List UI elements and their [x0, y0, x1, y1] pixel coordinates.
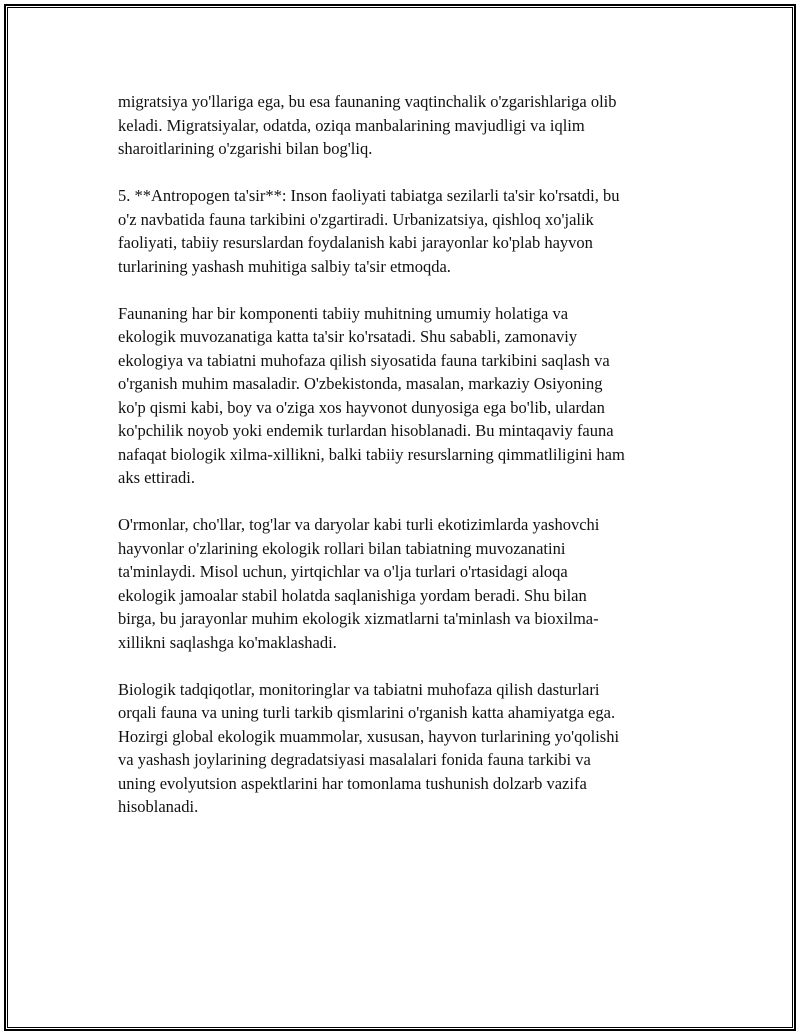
document-body — [118, 90, 690, 842]
text-line: orqali fauna va uning turli tarkib qismlarini o'rganish katta ahamiyatga ega. — [118, 703, 616, 722]
text-line: hisoblanadi. — [118, 797, 199, 816]
text-line: ekologik muvozanatiga katta ta'sir ko'rsatadi. Shu sababli, zamonaviy — [118, 327, 578, 346]
paragraph-anthropogenic-impact — [118, 184, 690, 278]
text-line: xillikni saqlashga ko'maklashadi. — [118, 632, 337, 652]
text-line: migratsiya yo'llariga ega, bu esa faunaning vaqtinchalik o'zgarishlariga olib — [118, 92, 617, 111]
text-line: ekologiya va tabiatni muhofaza qilish siyosatida fauna tarkibini saqlash va — [118, 350, 610, 370]
text-line: ko'pchilik noyob yoki endemik turlardan hisoblanadi. Bu mintaqaviy fauna — [118, 421, 614, 440]
text-line: turlarining yashash muhitiga salbiy ta'sir etmoqda. — [118, 256, 451, 276]
text-line: ta'minlaydi. Misol uchun, yirtqichlar va o'lja turlari o'rtasidagi aloqa — [118, 562, 568, 581]
text-line: sharoitlarining o'zgarishi bilan bog'liq. — [118, 139, 373, 158]
text-line: o'z navbatida fauna tarkibini o'zgartiradi. Urbanizatsiya, qishloq xo'jalik — [118, 209, 594, 229]
text-line: uning evolyutsion aspektlarini har tomonlama tushunish dolzarb vazifa — [118, 773, 587, 793]
text-line: va yashash joylarining degradatsiyasi masalalari fonida fauna tarkibi va — [118, 750, 591, 769]
text-line: ko'p qismi kabi, boy va o'ziga xos hayvonot dunyosiga ega bo'lib, ulardan — [118, 397, 605, 417]
text-line: O'rmonlar, cho'llar, tog'lar va daryolar kabi turli ekotizimlarda yashovchi — [118, 515, 600, 534]
text-line: aks ettiradi. — [118, 468, 195, 487]
paragraph-migration — [118, 90, 690, 161]
paragraph-fauna-components — [118, 302, 690, 490]
text-line: Hozirgi global ekologik muammolar, xususan, hayvon turlarining yo'qolishi — [118, 726, 620, 746]
text-line: birga, bu jarayonlar muhim ekologik xizmatlarni ta'minlash va bioxilma- — [118, 609, 599, 628]
paragraph-research — [118, 678, 690, 819]
text-line: nafaqat biologik xilma-xillikni, balki tabiiy resurslarning qimmatliligini ham — [118, 444, 625, 464]
text-line: 5. **Antropogen ta'sir**: Inson faoliyati tabiatga sezilarli ta'sir ko'rsatdi, bu — [118, 186, 620, 205]
text-line: keladi. Migratsiyalar, odatda, oziqa manbalarining mavjudligi va iqlim — [118, 115, 585, 135]
paragraph-ecosystems — [118, 513, 690, 654]
text-line: faoliyati, tabiiy resurslardan foydalanish kabi jarayonlar ko'plab hayvon — [118, 233, 593, 252]
text-line: Biologik tadqiqotlar, monitoringlar va tabiatni muhofaza qilish dasturlari — [118, 679, 600, 699]
text-line: hayvonlar o'zlarining ekologik rollari bilan tabiatning muvozanatini — [118, 538, 566, 558]
text-line: o'rganish muhim masaladir. O'zbekistonda, masalan, markaziy Osiyoning — [118, 374, 603, 393]
text-line: Faunaning har bir komponenti tabiiy muhitning umumiy holatiga va — [118, 303, 569, 323]
text-line: ekologik jamoalar stabil holatda saqlanishiga yordam beradi. Shu bilan — [118, 585, 587, 605]
